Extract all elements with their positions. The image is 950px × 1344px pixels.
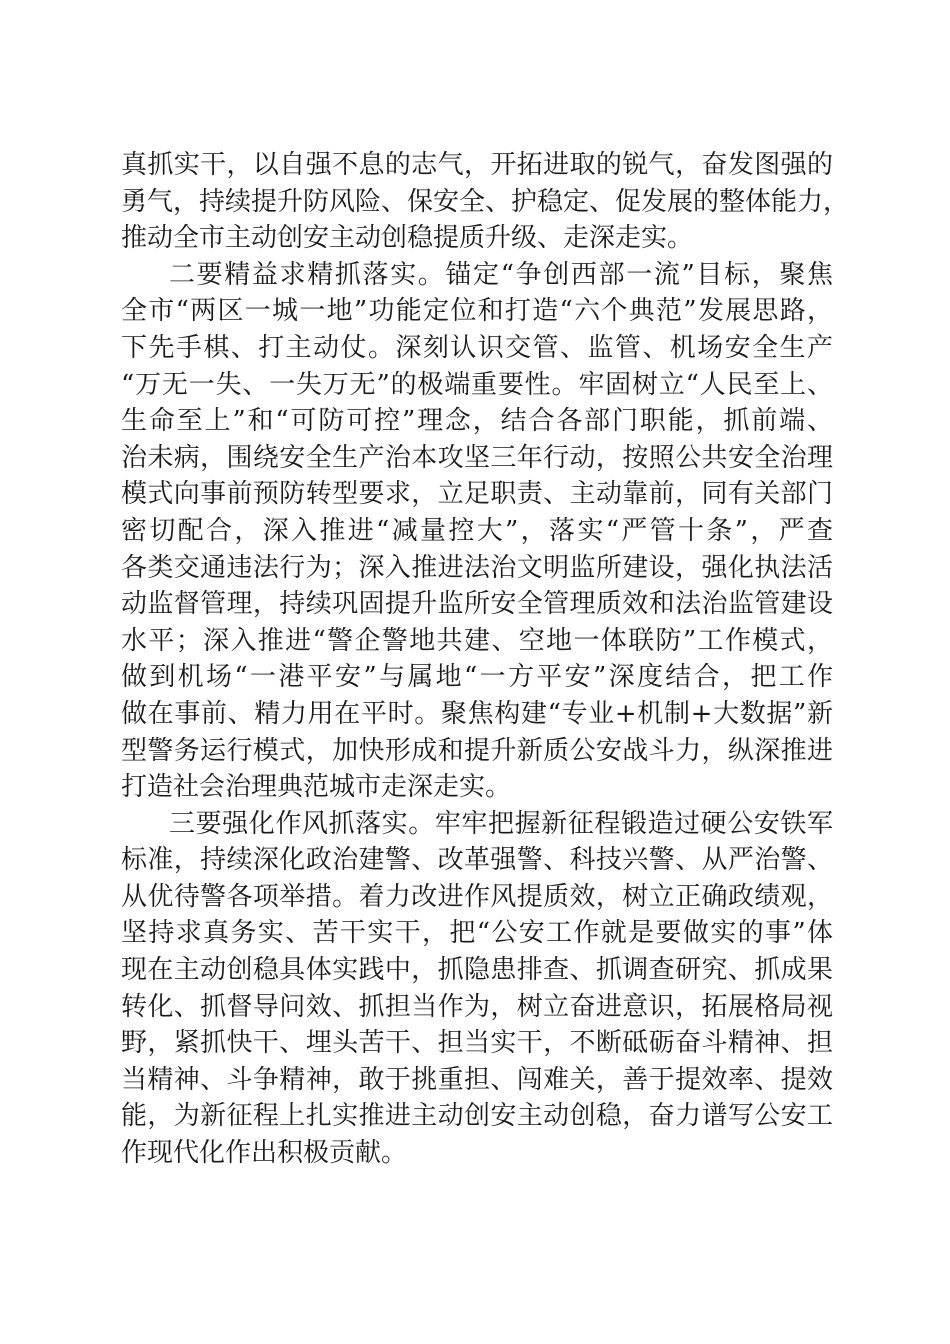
text-line: 作现代化作出积极贡献。 [121, 1138, 408, 1169]
text-line: 推动全市主动创安主动创稳提质升级、走深走实。 [121, 223, 694, 254]
text-line: 二要精益求精抓落实。锚定“争创西部一流”目标，聚焦 [169, 259, 833, 290]
text-line: 做在事前、精力用在平时。聚焦构建“专业+机制+大数据”新 [121, 698, 833, 729]
text-line: 坚持求真务实、苦干实干，把“公安工作就是要做实的事”体 [121, 918, 833, 949]
text-line: 三要强化作风抓落实。牢牢把握新征程锻造过硬公安铁军 [169, 808, 833, 839]
text-line: 水平；深入推进“警企警地共建、空地一体联防”工作模式， [121, 625, 833, 656]
text-line: 治未病，围绕安全生产治本攻坚三年行动，按照公共安全治理 [121, 442, 833, 473]
paragraph-point-two [121, 257, 833, 806]
paragraph-continuation [121, 147, 850, 257]
text-line: 下先手棋、打主动仗。深刻认识交管、监管、机场安全生产 [121, 332, 833, 363]
text-line: “万无一失、一失万无”的极端重要性。牢固树立“人民至上、 [121, 369, 833, 400]
text-line: 真抓实干，以自强不息的志气，开拓进取的锐气，奋发图强的 [121, 150, 833, 180]
text-line: 全市“两区一城一地”功能定位和打造“六个典范”发展思路， [121, 296, 833, 327]
text-line: 生命至上”和“可防可控”理念，结合各部门职能，抓前端、 [121, 406, 833, 437]
document-body [121, 147, 850, 1172]
text-line: 当精神、斗争精神，敢于挑重担、闯难关，善于提效率、提效 [121, 1064, 833, 1095]
text-line: 转化、抓督导问效、抓担当作为，树立奋进意识，拓展格局视 [121, 991, 833, 1022]
text-line: 动监督管理，持续巩固提升监所安全管理质效和法治监管建设 [121, 589, 833, 620]
text-line: 勇气，持续提升防风险、保安全、护稳定、促发展的整体能力， [121, 186, 850, 217]
text-line: 各类交通违法行为；深入推进法治文明监所建设，强化执法活 [121, 552, 833, 583]
text-line: 做到机场“一港平安”与属地“一方平安”深度结合，把工作 [121, 662, 833, 693]
text-line: 能，为新征程上扎实推进主动创安主动创稳，奋力谱写公安工 [121, 1101, 833, 1132]
text-line: 型警务运行模式，加快形成和提升新质公安战斗力，纵深推进 [121, 735, 833, 766]
text-line: 模式向事前预防转型要求，立足职责、主动靠前，同有关部门 [121, 479, 833, 510]
text-line: 野，紧抓快干、埋头苦干、担当实干，不断砥砺奋斗精神、担 [121, 1028, 833, 1059]
text-line: 密切配合，深入推进“减量控大”，落实“严管十条”，严查 [121, 515, 833, 546]
text-line: 标准，持续深化政治建警、改革强警、科技兴警、从严治警、 [121, 845, 833, 876]
paragraph-point-three [121, 806, 833, 1172]
text-line: 现在主动创稳具体实践中，抓隐患排查、抓调查研究、抓成果 [121, 955, 833, 986]
text-line: 从优待警各项举措。着力改进作风提质效，树立正确政绩观， [121, 881, 833, 912]
text-line: 打造社会治理典范城市走深走实。 [121, 772, 512, 803]
